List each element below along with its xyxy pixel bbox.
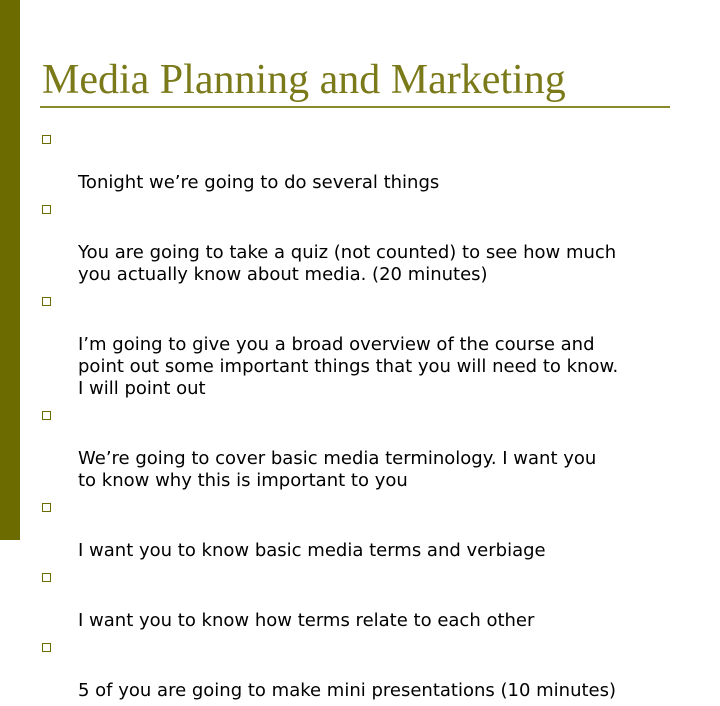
slide-title: Media Planning and Marketing [42,57,566,103]
hollow-square-icon [42,573,51,582]
bullet-text: Tonight we’re going to do several things [78,172,440,193]
hollow-square-icon [42,503,51,512]
bullet-item [40,566,680,632]
bullet-text: I want you to know how terms relate to each other [78,610,535,631]
bullet-item [40,496,680,562]
bullet-list [40,128,680,706]
bullet-text: You are going to take a quiz (not counted) to see how much you actually know about media. (20 minutes) [78,242,617,285]
title-underline [40,106,670,108]
hollow-square-icon [42,205,51,214]
bullet-item [40,636,680,702]
hollow-square-icon [42,297,51,306]
hollow-square-icon [42,411,51,420]
left-accent-bar [0,0,20,540]
hollow-square-icon [42,135,51,144]
hollow-square-icon [42,643,51,652]
bullet-text: I want you to know basic media terms and verbiage [78,540,546,561]
bullet-text: 5 of you are going to make mini presentations (10 minutes) [78,680,617,701]
bullet-item [40,198,680,286]
bullet-item [40,290,680,400]
bullet-text: I’m going to give you a broad overview of the course and point out some important things that you will need to know. I will point out [78,334,619,399]
bullet-item [40,128,680,194]
bullet-item [40,404,680,492]
bullet-text: We’re going to cover basic media terminology. I want you to know why this is important to you [78,448,597,491]
